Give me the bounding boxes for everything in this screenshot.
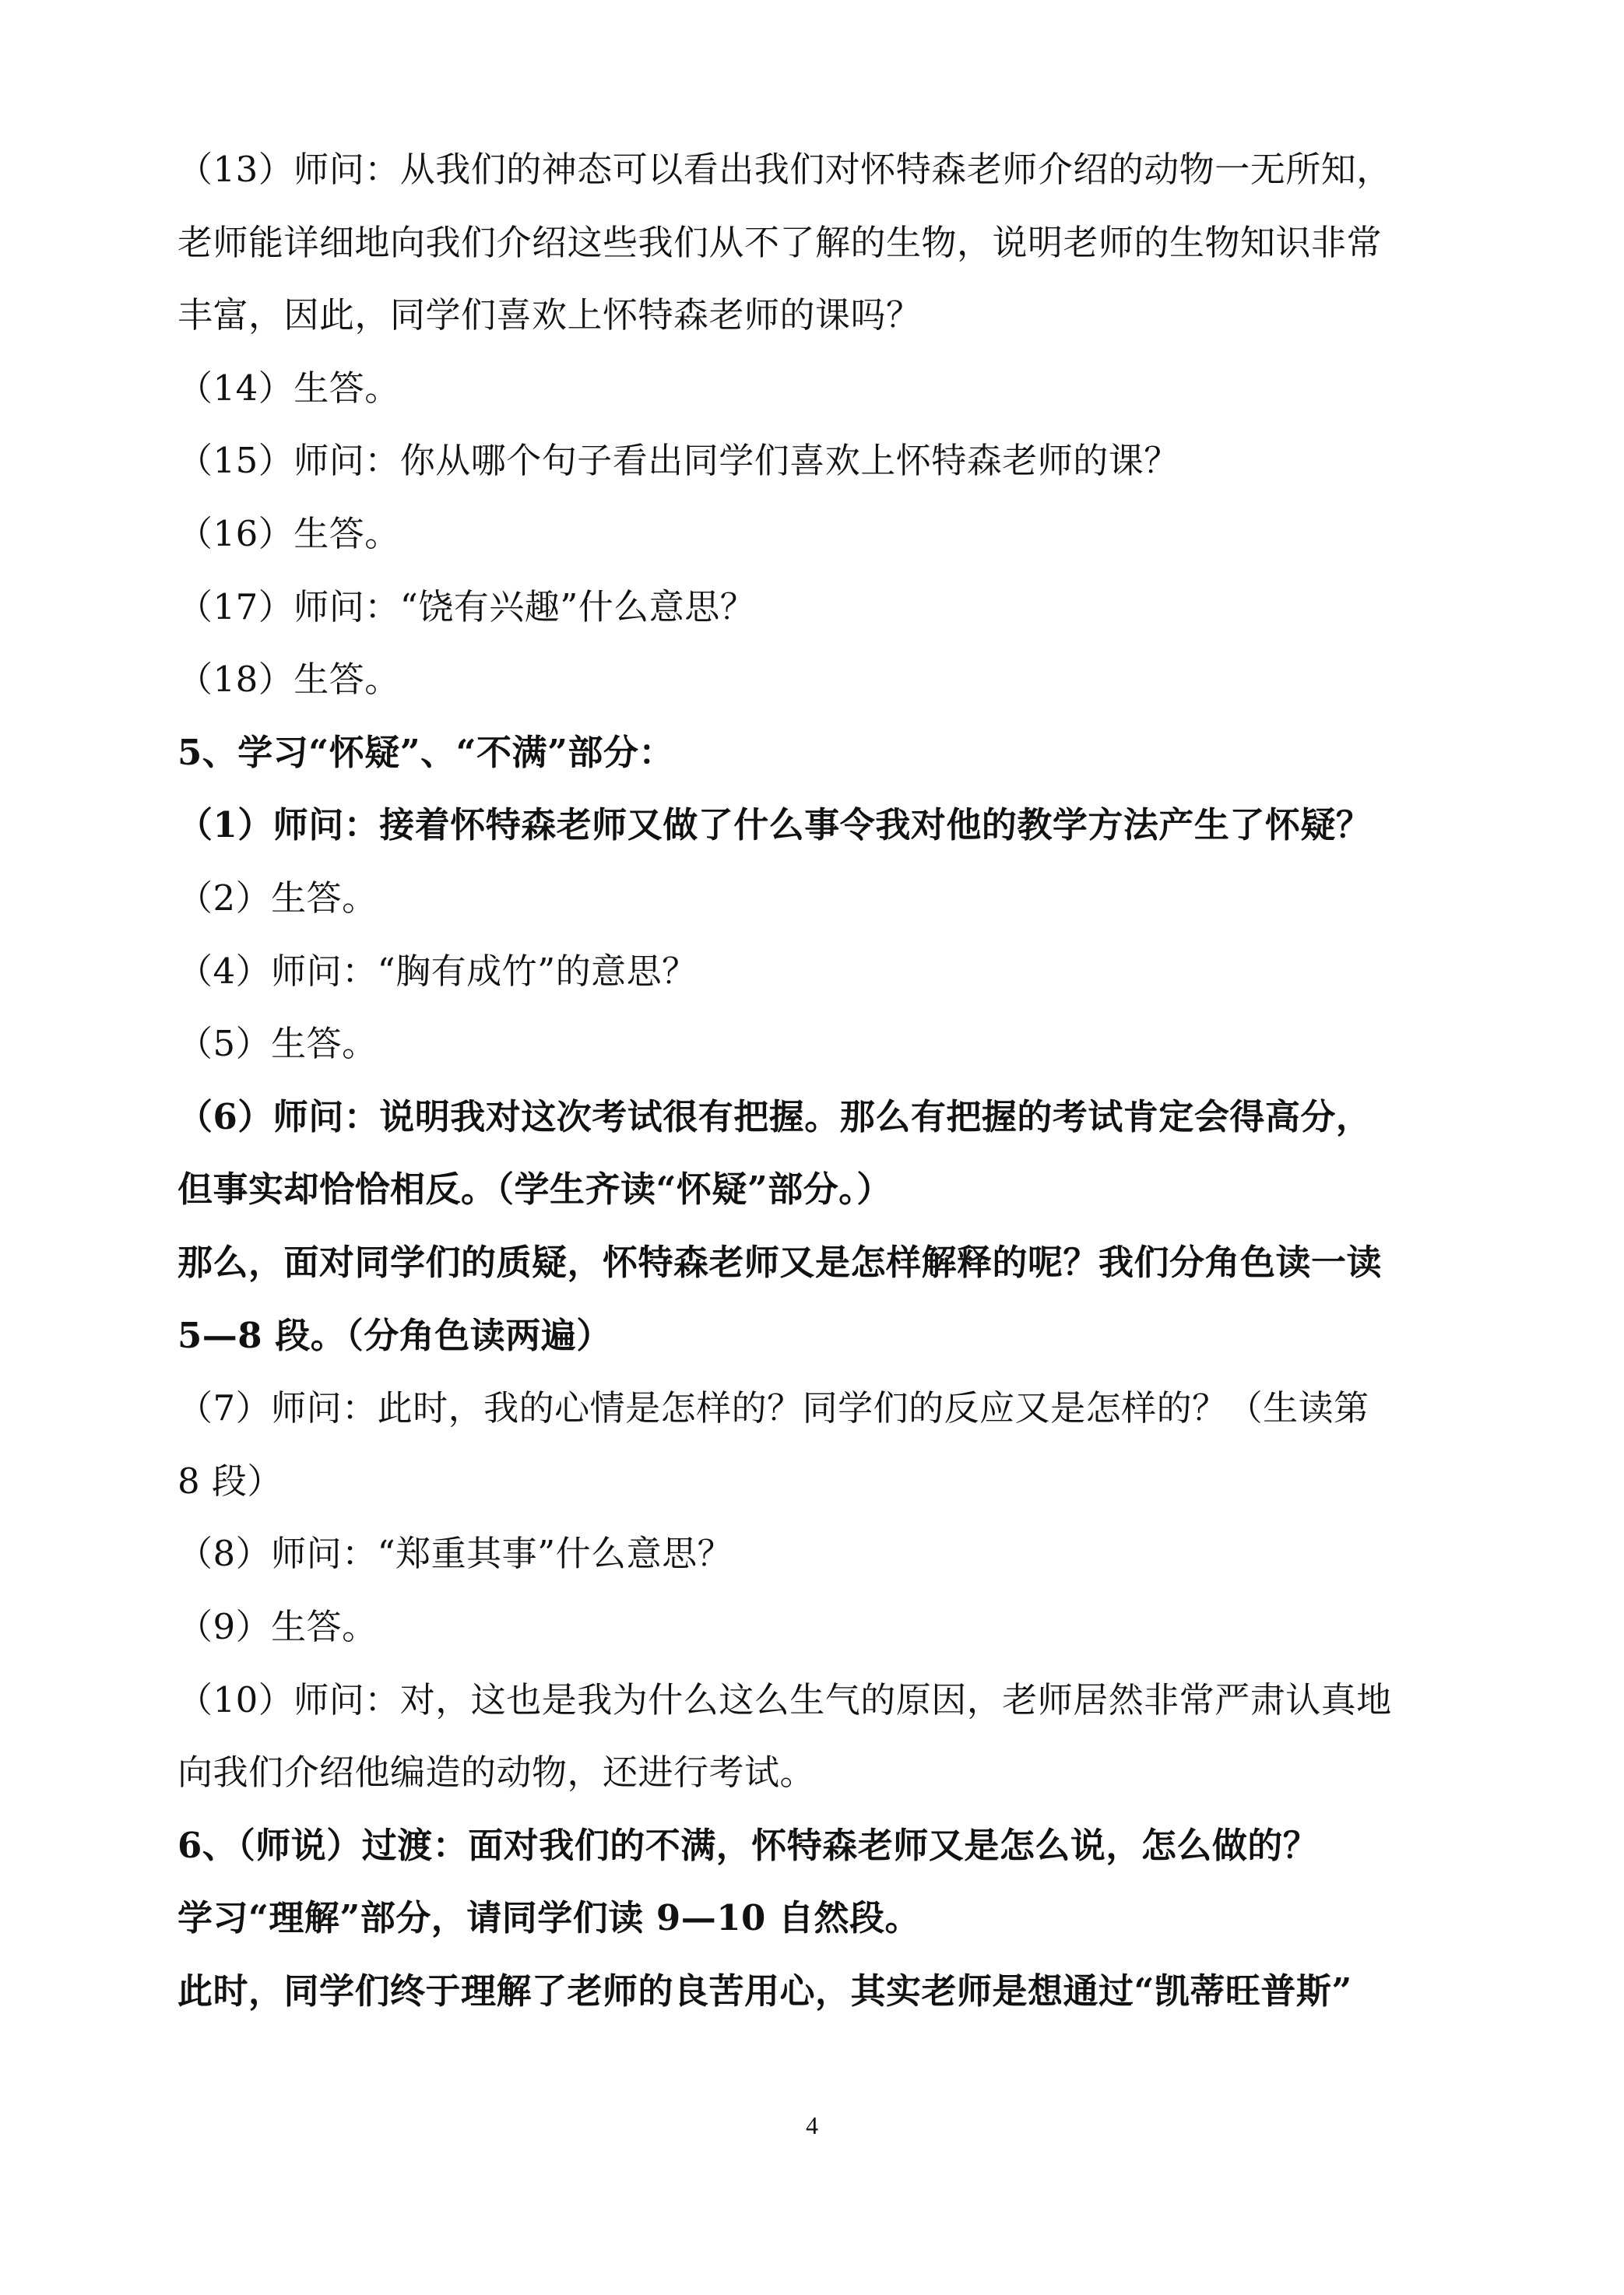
text-line: 8 段） xyxy=(178,1460,283,1502)
text-line: （18）生答。 xyxy=(178,659,400,701)
text-line: （7）师问：此时，我的心情是怎样的？同学们的反应又是怎样的？（生读第 xyxy=(178,1387,1369,1429)
text-line: （13）师问：从我们的神态可以看出我们对怀特森老师介绍的动物一无所知， xyxy=(178,149,1392,190)
text-line: （4）师问：“胸有成竹”的意思？ xyxy=(178,950,698,992)
text-line: 学习“理解”部分，请同学们读 9—10 自然段。 xyxy=(178,1897,921,1939)
text-line: 那么，面对同学们的质疑，怀特森老师又是怎样解释的呢？我们分角色读一读 xyxy=(178,1242,1383,1283)
text-line: 5、学习“怀疑”、“不满”部分： xyxy=(178,731,674,773)
text-line: 6、（师说）过渡：面对我们的不满，怀特森老师又是怎么说，怎么做的？ xyxy=(178,1824,1319,1866)
text-line: 老师能详细地向我们介绍这些我们从不了解的生物，说明老师的生物知识非常 xyxy=(178,221,1383,263)
text-line: （14）生答。 xyxy=(178,367,400,409)
text-line: （17）师问：“饶有兴趣”什么意思？ xyxy=(178,585,756,627)
text-line: （5）生答。 xyxy=(178,1023,378,1065)
text-line: 但事实却恰恰相反。（学生齐读“怀疑”部分。） xyxy=(178,1169,892,1211)
text-line: （16）生答。 xyxy=(178,513,400,554)
text-line: （9）生答。 xyxy=(178,1606,378,1647)
text-line: （6）师问：说明我对这次考试很有把握。那么有把握的考试肯定会得高分， xyxy=(178,1095,1372,1137)
text-line: 5—8 段。（分角色读两遍） xyxy=(178,1314,612,1356)
text-line: 向我们介绍他编造的动物，还进行考试。 xyxy=(178,1752,816,1794)
text-line: 此时，同学们终于理解了老师的良苦用心，其实老师是想通过“凯蒂旺普斯” xyxy=(178,1970,1352,2012)
text-line: （1）师问：接着怀特森老师又做了什么事令我对他的教学方法产生了怀疑？ xyxy=(178,804,1372,846)
text-line: （15）师问：你从哪个句子看出同学们喜欢上怀特森老师的课？ xyxy=(178,440,1179,482)
text-line: 丰富，因此，同学们喜欢上怀特森老师的课吗？ xyxy=(178,294,922,336)
text-line: （8）师问：“郑重其事”什么意思？ xyxy=(178,1533,733,1575)
text-line: （10）师问：对，这也是我为什么这么生气的原因，老师居然非常严肃认真地 xyxy=(178,1678,1392,1720)
page-number: 4 xyxy=(806,2111,818,2139)
text-line: （2）生答。 xyxy=(178,877,378,919)
